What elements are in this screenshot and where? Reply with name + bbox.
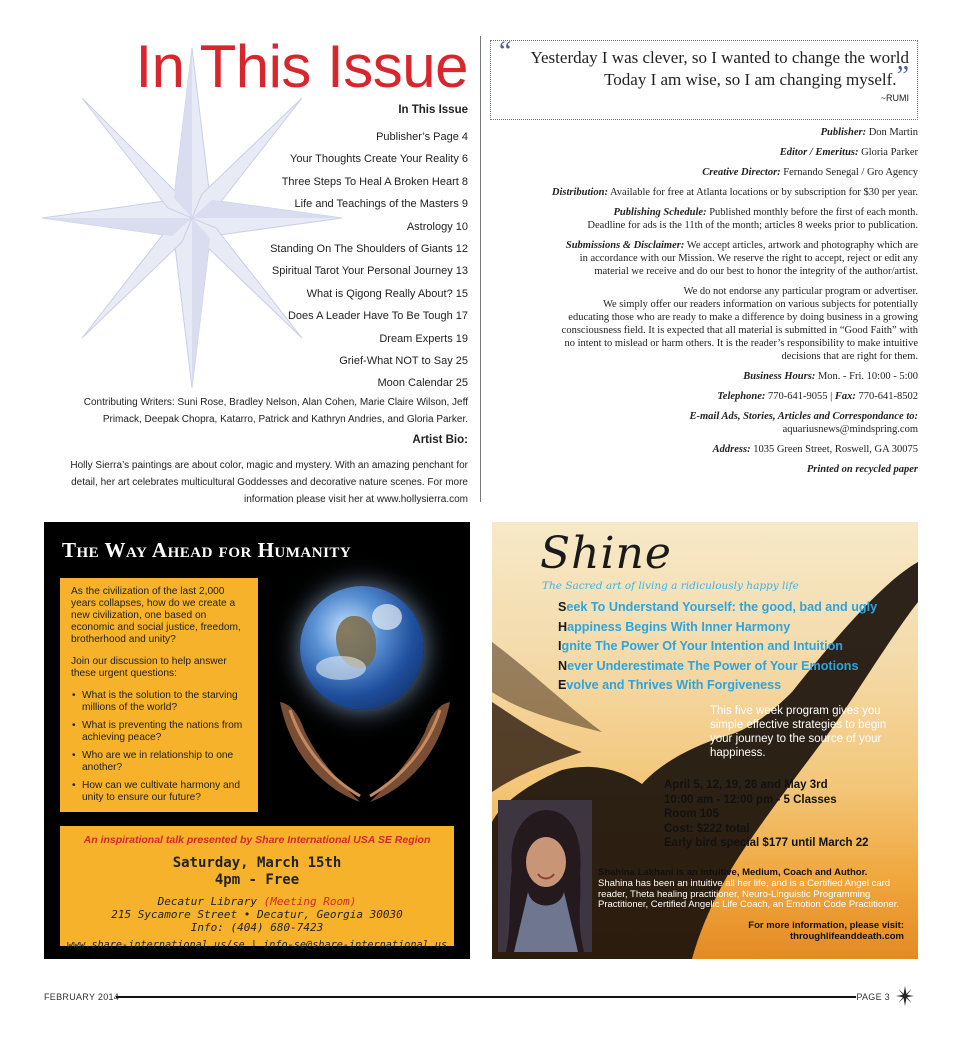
distribution-label: Distribution: [551, 187, 608, 198]
schedule-text-1: Published monthly before the first of each month. [709, 207, 918, 218]
toc-item[interactable]: Dream Experts 19 [379, 332, 468, 345]
shine-point [558, 657, 877, 677]
program-times: 10:00 am - 12:00 pm - 5 Classes [664, 793, 837, 806]
address-label: Address: [712, 444, 751, 455]
schedule-row [490, 206, 918, 232]
disclaimer-line: We simply offer our readers information on various subjects for potentially [602, 299, 918, 310]
shine-logo: Shine [540, 528, 672, 579]
distribution-row [490, 186, 918, 199]
toc-item[interactable]: Grief-What NOT to Say 25 [339, 355, 468, 368]
point-initial: E [558, 678, 567, 692]
phone-row [490, 390, 918, 403]
point-text: gnite The Power Of Your Intention and Intuition [561, 639, 843, 653]
telephone-label: Telephone: [717, 391, 766, 402]
editor-value: Gloria Parker [861, 147, 918, 158]
shahina-portrait-image [498, 800, 592, 952]
program-cost: Cost: $222 total [664, 822, 750, 835]
ad-title: The Way Ahead for Humanity [62, 538, 352, 562]
program-early-bird: Early bird special $177 until March 22 [664, 837, 869, 849]
question-item: • What is preventing the nations from achieving peace? [71, 720, 250, 744]
venue-street: 215 Sycamore Street • Decatur, Georgia 30030 [111, 908, 403, 921]
shine-point [558, 598, 877, 618]
in-this-issue-section [40, 30, 472, 508]
program-schedule [664, 778, 869, 851]
submissions-text-1: We accept articles, artwork and photography which are [686, 240, 918, 251]
creative-value: Fernando Senegal / Gro Agency [783, 167, 918, 178]
masthead [490, 126, 918, 483]
disclaimer-line: decisions that are right for them. [781, 351, 918, 362]
point-text: appiness Begins With Inner Harmony [567, 619, 791, 634]
toc-item[interactable]: Publisher’s Page 4 [376, 131, 468, 143]
shine-point [558, 618, 877, 638]
point-initial: H [558, 619, 568, 634]
distribution-value: Available for free at Atlanta locations or by subscription for $30 per year. [610, 187, 918, 198]
email-link[interactable]: aquariusnews@mindspring.com [782, 424, 918, 435]
footer-rule [116, 996, 856, 998]
toc-item[interactable]: Spiritual Tarot Your Personal Journey 13 [271, 265, 468, 278]
disclaimer-line: consciousness field. It is expected that all material is submitted in “Good Faith” with [561, 325, 918, 336]
shine-points-list [558, 598, 877, 696]
program-room: Room 105 [664, 808, 719, 820]
more-info-label: For more information, please visit: [748, 920, 904, 931]
compass-star-icon [896, 986, 914, 1006]
schedule-label: Publishing Schedule: [613, 207, 707, 218]
shine-program-ad[interactable] [492, 522, 918, 959]
point-initial: N [558, 658, 568, 673]
email-row [490, 410, 918, 436]
table-of-contents [270, 126, 468, 395]
submissions-label: Submissions & Disclaimer: [565, 240, 685, 251]
disclaimer-row [490, 285, 918, 363]
publisher-label: Publisher: [820, 127, 867, 138]
toc-item[interactable]: Astrology 10 [406, 220, 468, 233]
address-value: 1035 Green Street, Roswell, GA 30075 [753, 444, 918, 455]
talk-heading: An inspirational talk presented by Share International USA SE Region [83, 834, 431, 846]
talk-date-block [60, 855, 454, 889]
venue-name: Decatur Library [157, 895, 257, 908]
fax-label: Fax: [834, 391, 856, 402]
artist-bio-heading: Artist Bio: [412, 434, 468, 446]
toc-heading: In This Issue [398, 104, 468, 116]
disclaimer-line: educating those who are ready to make a difference by doing business in a growing [568, 312, 918, 323]
shine-tagline: The Sacred art of living a ridiculously happy life [542, 580, 799, 592]
hours-value: Mon. - Fri. 10:00 - 5:00 [817, 371, 918, 382]
rumi-quote-box [490, 36, 918, 120]
ad-intro: As the civilization of the last 2,000 years collapses, how do we create a new civilization, one based on economic and social justice, freedom, brotherhood and unity? [71, 586, 241, 645]
shine-point [558, 637, 877, 657]
column-divider [480, 36, 481, 502]
publisher-value: Don Martin [868, 127, 918, 138]
toc-item[interactable]: What is Qigong Really About? 15 [306, 287, 468, 300]
page-number: PAGE 3 [856, 992, 890, 1002]
address-row [490, 443, 918, 456]
toc-item[interactable]: Moon Calendar 25 [377, 377, 468, 390]
venue-info: Info: (404) 680-7423 [190, 921, 324, 934]
presenter-credentials: Shahina has been an intuitive all her life, and is a Certified Angel card reader, Theta healing practitioner, Neuro-Linguistic Programming Practitioner, Certified Angelic Life Coach, an Emotion Code Practitioner. [598, 877, 899, 911]
hours-row [490, 370, 918, 383]
presenter-name: Shahina Lakhani is an intuitive, Medium, Coach and Author. [598, 867, 868, 878]
talk-date: Saturday, March 15th [172, 855, 342, 871]
program-description: This five week program gives you simple effective strategies to begin your journey to the source of your happiness. [710, 705, 887, 759]
recycled-note: Printed on recycled paper [806, 464, 918, 475]
disclaimer-line: no intent to mislead or harm others. It is the reader’s responsibility to make intuitive [564, 338, 918, 349]
submissions-text-2: in accordance with our Mission. We reserve the right to accept, reject or edit any [579, 253, 918, 264]
telephone-value[interactable]: 770-641-9055 [768, 391, 828, 402]
ad-website-link[interactable]: www.share-international.us/se | info-se@share-international.us [66, 940, 448, 951]
submissions-text-3: material we receive and do our best to honor the integrity of the author/artist. [594, 266, 918, 277]
quote-line-1 [499, 36, 909, 69]
presenter-bio [598, 868, 912, 911]
email-label: E-mail Ads, Stories, Articles and Correspondance to: [689, 411, 918, 422]
point-text: volve and Thrives With Forgiveness [566, 678, 782, 692]
issue-date: FEBRUARY 2014 [44, 992, 120, 1002]
editor-row [490, 146, 918, 159]
submissions-row [490, 239, 918, 278]
program-dates: April 5, 12, 19, 26 and May 3rd [664, 779, 828, 791]
phone-separator: | [830, 391, 835, 402]
quote-author: ~RUMI [880, 93, 909, 103]
quote-line-2 [499, 61, 909, 92]
cupped-hands-image [270, 692, 460, 812]
toc-item[interactable]: Your Thoughts Create Your Reality 6 [290, 153, 468, 166]
point-initial: S [558, 600, 567, 614]
shine-point [558, 676, 877, 696]
point-initial: I [558, 639, 562, 653]
venue-room: (Meeting Room) [263, 895, 357, 908]
quote-text-2: Today I am wise, so I am changing myself. [604, 70, 897, 89]
page-title: In This Issue [135, 33, 468, 100]
talk-time: 4pm - Free [214, 872, 300, 888]
question-item: • What is the solution to the starving millions of the world? [71, 690, 250, 714]
ad-join: Join our discussion to help answer these urgent questions: [71, 656, 227, 679]
disclaimer-line: We do not endorse any particular program or advertiser. [683, 286, 918, 297]
publisher-row [490, 126, 918, 139]
talk-details-box [60, 826, 454, 951]
talk-venue-block [60, 895, 454, 934]
toc-item[interactable]: Standing On The Shoulders of Giants 12 [270, 243, 468, 256]
hours-label: Business Hours: [743, 371, 816, 382]
ad-questions-box [60, 578, 258, 812]
question-item: • How can we cultivate harmony and unity to ensure our future? [71, 780, 250, 804]
creative-row [490, 166, 918, 179]
question-item: • Who are we in relationship to one another? [71, 750, 250, 774]
point-text: ever Underestimate The Power of Your Emotions [567, 658, 859, 673]
share-international-ad[interactable] [44, 522, 470, 959]
more-info [748, 920, 904, 942]
close-quote-mark: ” [896, 61, 909, 92]
artist-bio-text: Holly Sierra’s paintings are about color, magic and mystery. With an amazing penchant for detail, her art celebrates multicultural Goddesses and decorative nature scenes. For more information please visit her at www.hollysierra.com [70, 460, 468, 505]
fax-value: 770-641-8502 [858, 391, 918, 402]
open-quote-mark: “ [499, 36, 512, 67]
quote-text-1: Yesterday I was clever, so I wanted to change the world [530, 48, 909, 67]
schedule-text-2: Deadline for ads is the 11th of the month; articles 8 weeks prior to publication. [587, 220, 918, 231]
toc-item[interactable]: Does A Leader Have To Be Tough 17 [287, 310, 468, 323]
ad-question-list [71, 690, 250, 804]
editor-label: Editor / Emeritus: [779, 147, 859, 158]
toc-item[interactable]: Three Steps To Heal A Broken Heart 8 [281, 175, 468, 188]
creative-label: Creative Director: [702, 167, 781, 178]
toc-item[interactable]: Life and Teachings of the Masters 9 [294, 198, 468, 211]
point-text: eek To Understand Yourself: the good, bad and ugly [566, 600, 878, 614]
more-info-link[interactable]: throughlifeanddeath.com [790, 931, 904, 942]
contributing-writers: Contributing Writers: Suni Rose, Bradley Nelson, Alan Cohen, Marie Claire Wilson, Jeff Primack, Deepak Chopra, Katarro, Patrick and Kathryn Andries, and Gloria Parker. [83, 397, 468, 425]
